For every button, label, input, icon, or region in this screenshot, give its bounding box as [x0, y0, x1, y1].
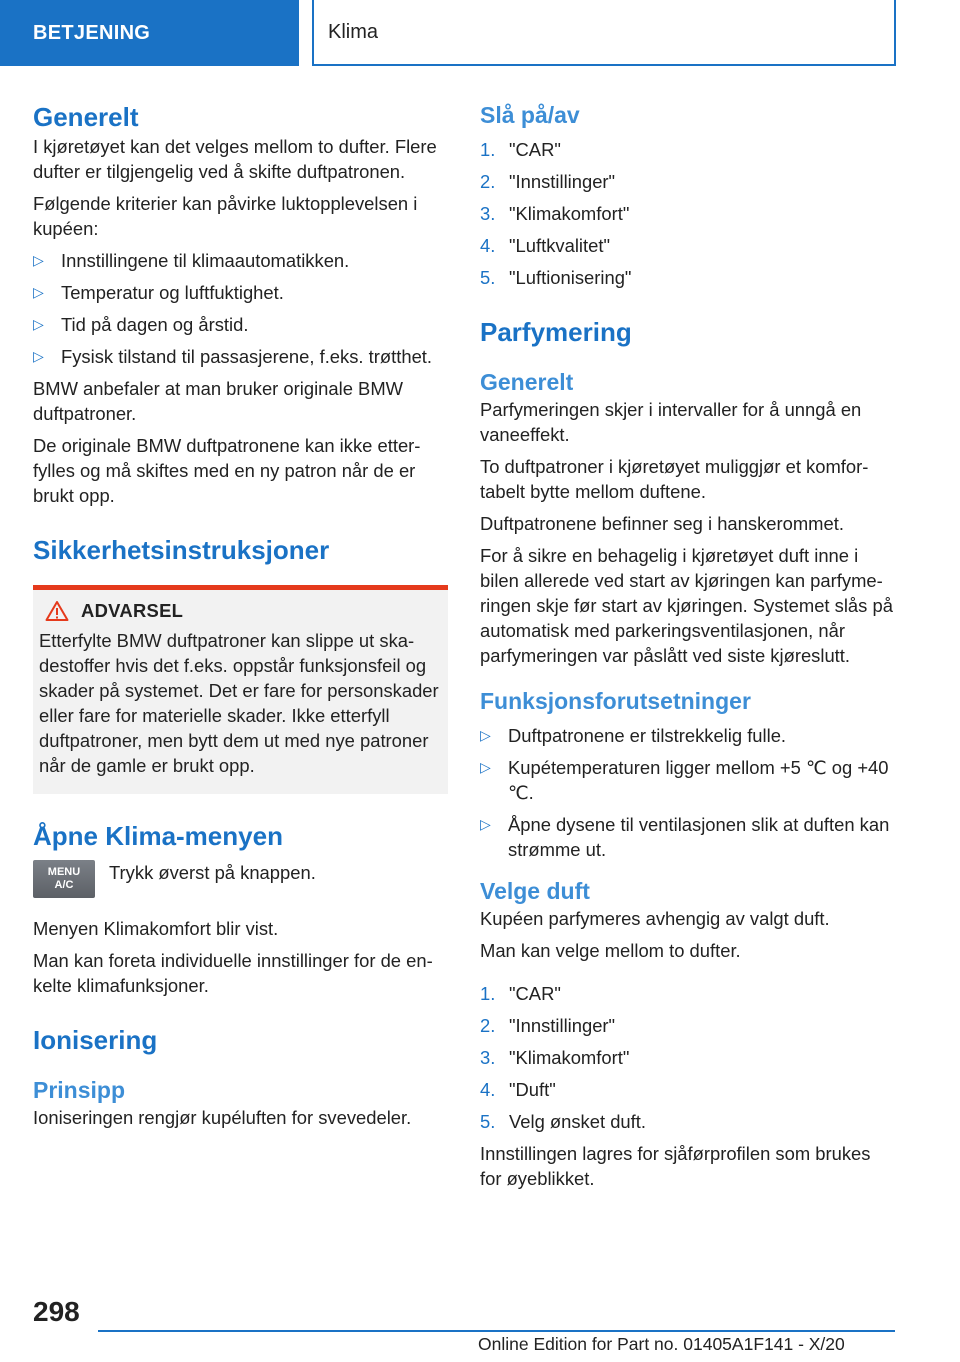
heading-ionisering: Ionisering	[33, 1025, 158, 1055]
heading-funksjonsforutsetninger: Funksjonsforutsetninger	[480, 688, 751, 714]
list-item: 3. "Klimakomfort"	[480, 1047, 630, 1068]
menu-ac-button-icon: MENU A/C	[33, 860, 95, 898]
warning-title: ADVARSEL	[81, 600, 184, 621]
paragraph: Man kan velge mellom to dufter.	[480, 940, 741, 961]
heading-parfymering: Parfymering	[480, 317, 632, 347]
criteria-list	[33, 248, 448, 369]
right-column	[480, 100, 895, 1191]
heading-sla-pa-av: Slå på/av	[480, 102, 580, 128]
left-column	[33, 100, 448, 1130]
list-item: ▷ Tid på dagen og årstid.	[33, 314, 249, 335]
list-item: 1. "CAR"	[480, 139, 561, 160]
subheading-generelt: Generelt	[480, 369, 574, 395]
instruction-text: Trykk øverst på knappen.	[109, 862, 316, 883]
heading-generelt: Generelt	[33, 102, 139, 132]
edition-text: Online Edition for Part no. 01405A1F141 - X/20	[478, 1334, 845, 1354]
triangle-bullet-icon: ▷	[480, 727, 491, 743]
list-item: 3. "Klimakomfort"	[480, 203, 630, 224]
triangle-bullet-icon: ▷	[33, 284, 44, 300]
paragraph: Ioniseringen rengjør kupéluften for svevedeler.	[33, 1107, 412, 1128]
section-tab	[0, 0, 299, 66]
footer-divider	[98, 1330, 895, 1332]
paragraph: I kjøretøyet kan det velges mellom to dufter. Flere dufter er tilgjengelig ved å skifte duftpatronen.	[33, 136, 437, 182]
list-item: ▷ Åpne dysene til ventilasjonen slik at duften kan strømme ut.	[480, 814, 890, 860]
page-number: 298	[33, 1296, 80, 1327]
section-label: BETJENING	[33, 21, 151, 44]
list-item: 4. "Duft"	[480, 1079, 556, 1100]
steps-list	[480, 981, 895, 1134]
paragraph: De originale BMW duftpatronene kan ikke etterfylles og må skiftes med en ny patron når de er brukt opp.	[33, 435, 421, 506]
list-item: ▷ Fysisk tilstand til passasjerene, f.eks. trøtthet.	[33, 346, 433, 367]
list-item: ▷ Kupétemperaturen ligger mellom +5 ℃ og +40 ℃.	[480, 757, 889, 803]
warning-header	[39, 600, 442, 622]
list-item: ▷ Temperatur og luftfuktighet.	[33, 282, 284, 303]
chapter-label: Klima	[328, 20, 379, 43]
list-item: ▷ Duftpatronene er tilstrekkelig fulle.	[480, 725, 787, 746]
paragraph: BMW anbefaler at man bruker originale BMW duftpatroner.	[33, 378, 403, 424]
list-item: 2. "Innstillinger"	[480, 1015, 616, 1036]
subheading-prinsipp: Prinsipp	[33, 1077, 126, 1103]
heading-klima-meny: Åpne Klima-menyen	[33, 821, 283, 851]
triangle-bullet-icon: ▷	[480, 816, 491, 832]
paragraph: Parfymeringen skjer i intervaller for å unngå en vaneeffekt.	[480, 399, 862, 445]
heading-sikkerhet: Sikkerhetsinstruksjoner	[33, 535, 330, 565]
chapter-header	[312, 0, 896, 66]
paragraph: To duftpatroner i kjøretøyet muliggjør et komfortabelt bytte mellom duftene.	[480, 456, 869, 502]
list-item: 1. "CAR"	[480, 983, 561, 1004]
warning-text: Etterfylte BMW duftpatroner kan slippe ut skadestoffer hvis det f.eks. oppstår funksjonsfeil og skader på systemet. Det er fare for personskader eller fare for materielle skader. Ikke etterfyll duftpatroner, men bytt dem ut med nye patroner når de gamle er brukt opp.	[39, 630, 439, 776]
list-item: 5. Velg ønsket duft.	[480, 1111, 646, 1132]
paragraph: For å sikre en behagelig i kjøretøyet duft inne i bilen allerede ved start av kjøringen kan parfymeringen skje før start av kjøringen. Systemet slås på automatisk med parkeringsventilasjonen, når parfymeringen var påslått ved siste kjøreslutt.	[480, 545, 893, 666]
paragraph: Innstillingen lagres for sjåførprofilen som brukes for øyeblikket.	[480, 1143, 871, 1189]
steps-list	[480, 137, 895, 290]
triangle-bullet-icon: ▷	[33, 252, 44, 268]
triangle-bullet-icon: ▷	[480, 759, 491, 775]
warning-box	[33, 585, 448, 794]
triangle-bullet-icon: ▷	[33, 348, 44, 364]
warning-triangle-icon	[45, 600, 69, 622]
paragraph: Duftpatronene befinner seg i hanskerommet.	[480, 513, 844, 534]
paragraph: Følgende kriterier kan påvirke luktopplevelsen i kupéen:	[33, 193, 418, 239]
triangle-bullet-icon: ▷	[33, 316, 44, 332]
list-item: 5. "Luftionisering"	[480, 267, 632, 288]
paragraph: Man kan foreta individuelle innstillinger for de enkelte klimafunksjoner.	[33, 950, 433, 996]
paragraph: Kupéen parfymeres avhengig av valgt duft.	[480, 908, 830, 929]
list-item: 2. "Innstillinger"	[480, 171, 616, 192]
list-item: ▷ Innstillingene til klimaautomatikken.	[33, 250, 350, 271]
heading-velge-duft: Velge duft	[480, 878, 590, 904]
requirements-list	[480, 723, 895, 862]
paragraph: Menyen Klimakomfort blir vist.	[33, 918, 279, 939]
menu-instruction	[33, 860, 448, 898]
list-item: 4. "Luftkvalitet"	[480, 235, 610, 256]
